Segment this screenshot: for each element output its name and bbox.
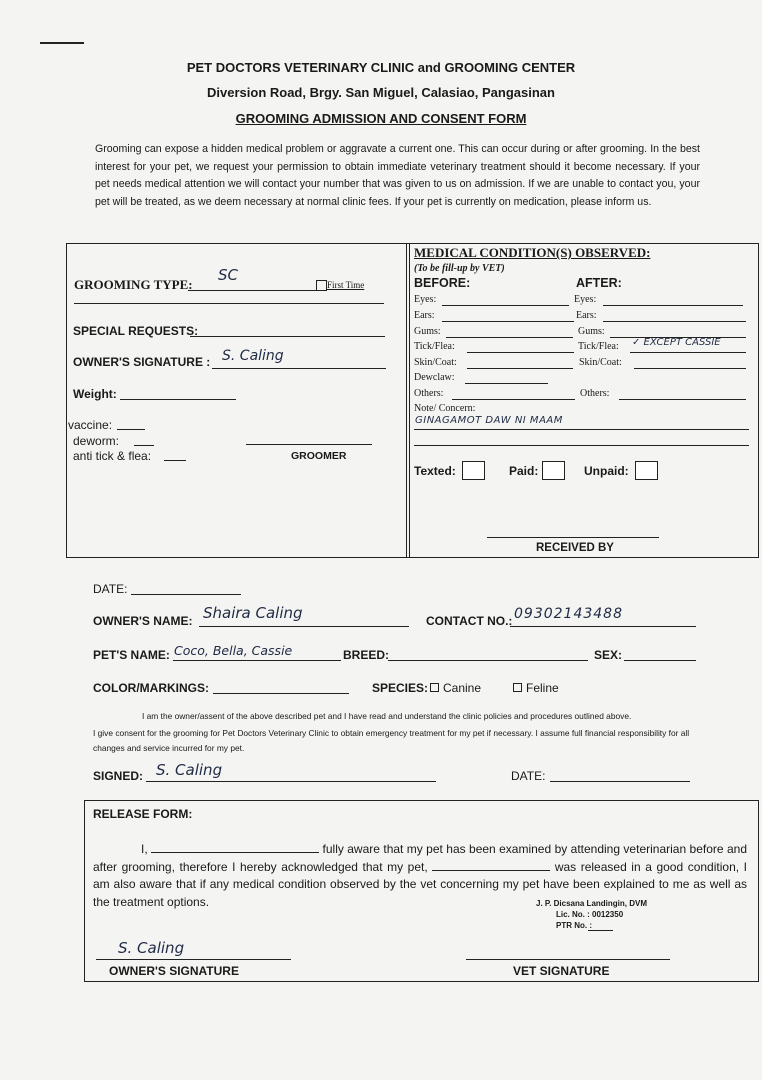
feline-label: Feline [526, 681, 559, 695]
owner-name-label: OWNER'S NAME: [93, 614, 193, 628]
anti-tick-line[interactable] [164, 460, 186, 461]
before-dewclaw-label: Dewclaw: [414, 372, 455, 383]
signed-line[interactable] [146, 781, 436, 782]
release-text-a: fully aware that my pet has been examined by attending veterinarian before and after grooming, therefore I hereby acknowledged that my pet, [93, 842, 747, 874]
release-owner-signature-value: S. Caling [118, 939, 185, 957]
contact-label: CONTACT NO.: [426, 614, 513, 628]
before-tick-label: Tick/Flea: [414, 341, 455, 352]
after-tick-line[interactable] [630, 352, 746, 353]
before-gums-line[interactable] [446, 337, 573, 338]
consent-line-2: I give consent for the grooming for Pet Doctors Veterinary Clinic to obtain emergency treatment for my pet if necessary. I assume full financial responsibility for all changes and service incurred for my pet. [93, 728, 690, 753]
canine-label: Canine [443, 681, 482, 695]
release-pet-name-blank[interactable] [432, 859, 550, 871]
special-requests-label: SPECIAL REQUESTS: [73, 324, 199, 338]
after-label: AFTER: [576, 276, 622, 290]
after-skin-line[interactable] [634, 368, 746, 369]
first-time-checkbox[interactable] [316, 280, 327, 291]
first-time-label: First Time [327, 280, 365, 290]
note-line-2[interactable] [414, 445, 749, 446]
medical-subtitle: (To be fill-up by VET) [414, 263, 505, 274]
release-paragraph [93, 841, 747, 911]
groomer-label: GROOMER [291, 450, 347, 462]
deworm-label: deworm: [73, 434, 120, 448]
before-label: BEFORE: [414, 276, 471, 290]
release-owner-signature-label: OWNER'S SIGNATURE [109, 964, 239, 978]
after-ears-line[interactable] [603, 321, 746, 322]
before-ears-label: Ears: [414, 310, 435, 321]
clinic-name: PET DOCTORS VETERINARY CLINIC and GROOMING CENTER [186, 60, 576, 75]
clinic-address: Diversion Road, Brgy. San Miguel, Calasiao, Pangasinan [207, 85, 555, 100]
date-label: DATE: [93, 582, 128, 596]
signed-label: SIGNED: [93, 769, 144, 783]
contact-value: 09302143488 [514, 606, 623, 622]
species-label: SPECIES: [372, 681, 429, 695]
before-eyes-line[interactable] [442, 305, 569, 306]
after-others-line[interactable] [619, 399, 746, 400]
release-text-b: was released in a good condition, I am also aware that if any medical condition observed by the vet concerning my pet have been explained to me as well as the treatment options. [93, 859, 747, 909]
medical-box [406, 243, 759, 558]
grooming-type-value: SC [218, 266, 238, 284]
deworm-line[interactable] [134, 445, 154, 446]
groomer-line[interactable] [246, 444, 372, 445]
owner-name-line[interactable] [199, 626, 409, 627]
color-line[interactable] [213, 693, 349, 694]
grooming-type-label: GROOMING TYPE: [74, 277, 193, 292]
consent-date-line[interactable] [550, 781, 690, 782]
note-label: Note/ Concern: [414, 403, 476, 414]
consent-date-label: DATE: [511, 769, 546, 783]
form-title: GROOMING ADMISSION AND CONSENT FORM [235, 111, 527, 126]
note-line-1[interactable] [414, 429, 749, 430]
after-tick-value: ✓ EXCEPT CASSIE [632, 337, 721, 348]
pet-name-value: Coco, Bella, Cassie [174, 643, 293, 658]
medical-title: MEDICAL CONDITION(S) OBSERVED: [414, 245, 651, 260]
before-others-label: Others: [414, 388, 444, 399]
paid-checkbox[interactable] [542, 461, 565, 480]
consent-line-1: I am the owner/assent of the above described pet and I have read and understand the clinic policies and procedures outlined above. [142, 711, 632, 721]
before-ears-line[interactable] [442, 321, 574, 322]
before-gums-label: Gums: [414, 326, 441, 337]
intro-paragraph: Grooming can expose a hidden medical problem or aggravate a current one. This can occur during or after grooming. In the best interest for your pet, we request your permission to obtain immediate veterinary treatment should it become necessary. If your pet needs medical attention we will contact your number that was given to us on admission. If we are unable to contact you, your pet will be treated, as we deem necessary at normal clinic fees. If your pet is currently on medication, please inform us. [95, 143, 700, 208]
corner-mark [40, 42, 84, 44]
received-by-line[interactable] [487, 537, 659, 538]
before-eyes-label: Eyes: [414, 294, 437, 305]
after-eyes-line[interactable] [603, 305, 743, 306]
breed-label: BREED: [343, 648, 390, 662]
canine-option[interactable] [430, 681, 481, 695]
texted-label: Texted: [414, 464, 456, 478]
paid-label: Paid: [509, 464, 539, 478]
after-gums-label: Gums: [578, 326, 605, 337]
after-eyes-label: Eyes: [574, 294, 597, 305]
vet-signature-label: VET SIGNATURE [513, 964, 610, 978]
breed-line[interactable] [388, 660, 588, 661]
unpaid-label: Unpaid: [584, 464, 629, 478]
sex-label: SEX: [594, 648, 623, 662]
vet-license: Lic. No. : 0012350 [556, 910, 624, 919]
canine-checkbox[interactable] [430, 683, 439, 692]
release-owner-signature-line[interactable] [96, 959, 291, 960]
weight-line[interactable] [120, 399, 236, 400]
release-owner-name-blank[interactable] [151, 841, 319, 853]
note-value: GINAGAMOT DAW NI MAAM [415, 415, 563, 426]
before-skin-label: Skin/Coat: [414, 357, 457, 368]
vet-ptr: PTR No. : [556, 921, 592, 930]
owner-signature-label: OWNER'S SIGNATURE : [73, 355, 211, 369]
before-dewclaw-line[interactable] [465, 383, 548, 384]
owner-signature-line[interactable] [212, 368, 386, 369]
vaccine-line[interactable] [117, 429, 145, 430]
weight-label: Weight: [73, 387, 117, 401]
feline-checkbox[interactable] [513, 683, 522, 692]
signed-value: S. Caling [156, 761, 223, 779]
color-label: COLOR/MARKINGS: [93, 681, 209, 695]
after-ears-label: Ears: [576, 310, 597, 321]
before-tick-line[interactable] [467, 352, 574, 353]
vet-name: J. P. Dicsana Landingin, DVM [536, 899, 647, 908]
owner-signature-value: S. Caling [222, 348, 284, 364]
texted-checkbox[interactable] [462, 461, 485, 480]
owner-name-value: Shaira Caling [203, 604, 303, 622]
contact-line[interactable] [510, 626, 696, 627]
pet-name-line[interactable] [173, 660, 341, 661]
after-tick-label: Tick/Flea: [578, 341, 619, 352]
vaccine-label: vaccine: [68, 418, 113, 432]
before-others-line[interactable] [452, 399, 575, 400]
anti-tick-label: anti tick & flea: [73, 449, 152, 463]
vet-ptr-line[interactable] [588, 930, 613, 931]
after-skin-label: Skin/Coat: [579, 357, 622, 368]
vet-signature-line[interactable] [466, 959, 670, 960]
feline-option[interactable] [513, 681, 559, 695]
pet-name-label: PET'S NAME: [93, 648, 170, 662]
special-requests-line[interactable] [190, 336, 385, 337]
unpaid-checkbox[interactable] [635, 461, 658, 480]
grooming-type-line-2 [74, 303, 384, 304]
sex-line[interactable] [624, 660, 696, 661]
release-i-label: I, [141, 842, 148, 856]
grooming-type-line[interactable] [188, 290, 316, 291]
received-by-label: RECEIVED BY [536, 542, 614, 554]
date-line[interactable] [131, 594, 241, 595]
after-others-label: Others: [580, 388, 610, 399]
before-skin-line[interactable] [467, 368, 573, 369]
release-title: RELEASE FORM: [93, 807, 193, 821]
